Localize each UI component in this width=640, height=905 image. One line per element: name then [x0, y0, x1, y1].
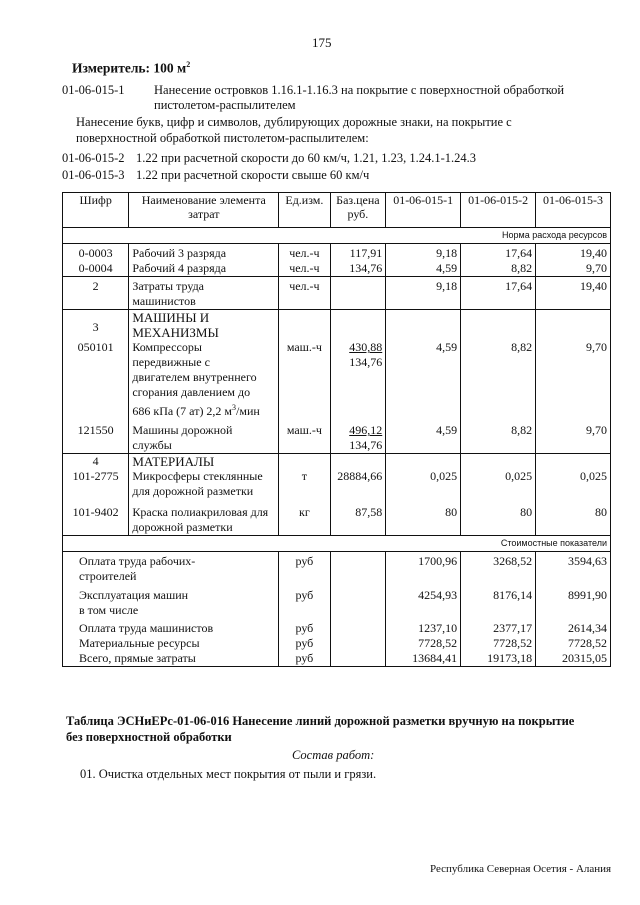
- row-value-2: 0,025: [461, 469, 536, 499]
- row-price: 117,91: [330, 244, 386, 262]
- row-code: 0-0003: [63, 244, 129, 262]
- row-price-line: 134,76: [349, 438, 383, 452]
- row-name: [129, 419, 279, 454]
- cost-unit: руб: [279, 552, 330, 585]
- desc-1b: пистолетом-распылителем: [154, 98, 296, 112]
- code-3: 01-06-015-3: [62, 168, 125, 182]
- row-name-line: передвижные с: [132, 355, 210, 369]
- row-value-1: 0,025: [386, 469, 461, 499]
- cost-name-line: Оплата труда рабочих-: [79, 554, 196, 568]
- row-name-sup: 3: [232, 403, 237, 412]
- row-name-line: Краска полиакриловая для: [132, 505, 269, 519]
- row-unit: маш.-ч: [279, 340, 330, 419]
- cost-value-2: 8176,14: [461, 584, 536, 603]
- row-name: [129, 277, 279, 310]
- row-value-2: 8,82: [461, 261, 536, 277]
- code-2: 01-06-015-2: [62, 151, 125, 165]
- row-name-line: сгорания давлением до: [132, 385, 251, 399]
- table-row: [63, 277, 611, 310]
- table-row: [63, 499, 611, 536]
- code-1: 01-06-015-1: [62, 83, 125, 97]
- row-unit: маш.-ч: [279, 419, 330, 454]
- cost-value-2: 19173,18: [461, 651, 536, 667]
- row-value-3: 19,40: [536, 277, 611, 310]
- meter-label: [72, 60, 190, 77]
- row-value-2: 8,82: [461, 340, 536, 419]
- row-value-3: 0,025: [536, 469, 611, 499]
- table-header-row: [63, 193, 611, 228]
- header-name: Наименование элемента затрат: [129, 193, 279, 228]
- row-unit: чел.-ч: [279, 261, 330, 277]
- intro-b: поверхностной обработкой пистолетом-распылителем:: [76, 131, 369, 145]
- cost-name: Материальные ресурсы: [63, 636, 279, 651]
- resource-table: [62, 192, 611, 667]
- row-value-1: 4,59: [386, 340, 461, 419]
- cost-value-1: 4254,93: [386, 584, 461, 603]
- section-name-line: МАШИНЫ И: [132, 310, 210, 325]
- row-name-part: /мин: [236, 404, 260, 418]
- cost-unit: руб: [279, 584, 330, 603]
- cost-value-2: 2377,17: [461, 618, 536, 636]
- cost-value-1: 13684,41: [386, 651, 461, 667]
- row-value-3: 9,70: [536, 419, 611, 454]
- row-name-line: Микросферы стеклянные: [132, 469, 263, 483]
- cost-name: в том числе: [63, 603, 279, 618]
- cost-unit: руб: [279, 651, 330, 667]
- section-name-line: МЕХАНИЗМЫ: [132, 325, 219, 340]
- row-value-3: 80: [536, 499, 611, 536]
- row-name: Рабочий 3 разряда: [129, 244, 279, 262]
- cost-value-1: 1237,10: [386, 618, 461, 636]
- row-price-line: 496,12: [349, 423, 383, 437]
- row-price: 134,76: [330, 261, 386, 277]
- row-name: Рабочий 4 разряда: [129, 261, 279, 277]
- cost-value-3: 8991,90: [536, 584, 611, 603]
- row-name-part: 686 кПа (7 ат) 2,2 м: [132, 404, 233, 418]
- cost-row: [63, 584, 611, 603]
- cost-name: [63, 552, 279, 585]
- table-row: [63, 244, 611, 262]
- row-code: 121550: [63, 419, 129, 454]
- cost-value-2: 7728,52: [461, 636, 536, 651]
- row-name: [129, 340, 279, 419]
- header-col-1: 01-06-015-1: [386, 193, 461, 228]
- cost-value-3: 7728,52: [536, 636, 611, 651]
- row-name-line: Затраты труда: [132, 279, 205, 293]
- row-unit: чел.-ч: [279, 277, 330, 310]
- row-code: 0-0004: [63, 261, 129, 277]
- cost-name-line: строителей: [79, 569, 137, 583]
- intro-a: Нанесение букв, цифр и символов, дублирующих дорожные знаки, на покрытие с: [76, 115, 512, 129]
- cost-row: [63, 603, 611, 618]
- row-price-line: 430,88: [349, 340, 383, 354]
- meter-text: Измеритель: 100 м: [72, 60, 187, 76]
- cost-name: Эксплуатация машин: [63, 584, 279, 603]
- row-name-line: службы: [132, 438, 172, 452]
- row-unit: чел.-ч: [279, 244, 330, 262]
- works-title: Состав работ:: [292, 748, 375, 762]
- row-value-3: 9,70: [536, 340, 611, 419]
- desc-2: 1.22 при расчетной скорости до 60 км/ч, 1.21, 1.23, 1.24.1-1.24.3: [136, 151, 477, 165]
- header-col-2: 01-06-015-2: [461, 193, 536, 228]
- table2-title-a: Таблица ЭСНиЕРс-01-06-016 Нанесение линий дорожной разметки вручную на покрытие: [66, 714, 575, 728]
- norm-note: Норма расхода ресурсов: [63, 228, 611, 244]
- row-price-line: 134,76: [349, 355, 383, 369]
- row-value-1: 4,59: [386, 261, 461, 277]
- row-value-3: 9,70: [536, 261, 611, 277]
- row-unit: кг: [279, 499, 330, 536]
- table-row: [63, 419, 611, 454]
- row-code: 101-9402: [63, 499, 129, 536]
- section-name: [129, 310, 279, 341]
- row-value-2: 8,82: [461, 419, 536, 454]
- row-price: [330, 419, 386, 454]
- row-value-3: 19,40: [536, 244, 611, 262]
- table-row: [63, 469, 611, 499]
- row-name-line: Машины дорожной: [132, 423, 233, 437]
- row-name-line: машинистов: [132, 294, 196, 308]
- row-name-line: для дорожной разметки: [132, 484, 254, 498]
- row-price: [330, 340, 386, 419]
- section-row: [63, 310, 611, 341]
- norm-note-row: [63, 228, 611, 244]
- section-code: 4: [63, 454, 129, 470]
- cost-row: [63, 618, 611, 636]
- header-unit: Ед.изм.: [279, 193, 330, 228]
- row-value-1: 9,18: [386, 277, 461, 310]
- desc-1a: Нанесение островков 1.16.1-1.16.3 на покрытие с поверхностной обработкой: [154, 83, 565, 97]
- row-price: 87,58: [330, 499, 386, 536]
- row-code: 050101: [63, 340, 129, 419]
- row-price: [330, 277, 386, 310]
- row-value-1: 4,59: [386, 419, 461, 454]
- cost-value-1: 7728,52: [386, 636, 461, 651]
- row-name-line: двигателем внутреннего: [132, 370, 257, 384]
- table2-title-b: без поверхностной обработки: [66, 730, 232, 744]
- cost-value-1: 1700,96: [386, 552, 461, 585]
- cost-name: Всего, прямые затраты: [63, 651, 279, 667]
- cost-unit: руб: [279, 636, 330, 651]
- row-value-2: 17,64: [461, 244, 536, 262]
- row-code: 101-2775: [63, 469, 129, 499]
- row-name-line: [132, 400, 275, 419]
- cost-note: Стоимостные показатели: [63, 536, 611, 552]
- cost-value-3: 3594,63: [536, 552, 611, 585]
- cost-note-row: [63, 536, 611, 552]
- meter-sup: 2: [186, 60, 191, 69]
- section-code: 3: [63, 310, 129, 341]
- row-value-1: 80: [386, 499, 461, 536]
- row-name-line: Компрессоры: [132, 340, 202, 354]
- desc-3: 1.22 при расчетной скорости свыше 60 км/ч: [136, 168, 370, 182]
- table-row: [63, 261, 611, 277]
- row-code: 2: [63, 277, 129, 310]
- row-unit: т: [279, 469, 330, 499]
- section-name: МАТЕРИАЛЫ: [129, 454, 279, 470]
- row-value-2: 17,64: [461, 277, 536, 310]
- page-footer: Республика Северная Осетия - Алания: [430, 863, 612, 875]
- cost-name: Оплата труда машинистов: [63, 618, 279, 636]
- header-col-3: 01-06-015-3: [536, 193, 611, 228]
- work-item: 01. Очистка отдельных мест покрытия от пыли и грязи.: [80, 767, 377, 781]
- cost-row: [63, 651, 611, 667]
- header-price: Баз.цена руб.: [330, 193, 386, 228]
- row-value-1: 9,18: [386, 244, 461, 262]
- cost-value-2: 3268,52: [461, 552, 536, 585]
- cost-value-3: 20315,05: [536, 651, 611, 667]
- section-row: [63, 454, 611, 470]
- cost-unit: руб: [279, 618, 330, 636]
- cost-value-3: 2614,34: [536, 618, 611, 636]
- row-price: 28884,66: [330, 469, 386, 499]
- page-number: 175: [312, 35, 332, 50]
- row-name: [129, 499, 279, 536]
- header-code: Шифр: [63, 193, 129, 228]
- row-name: [129, 469, 279, 499]
- cost-row: [63, 552, 611, 585]
- row-value-2: 80: [461, 499, 536, 536]
- table-row: [63, 340, 611, 419]
- cost-row: [63, 636, 611, 651]
- row-name-line: дорожной разметки: [132, 520, 233, 534]
